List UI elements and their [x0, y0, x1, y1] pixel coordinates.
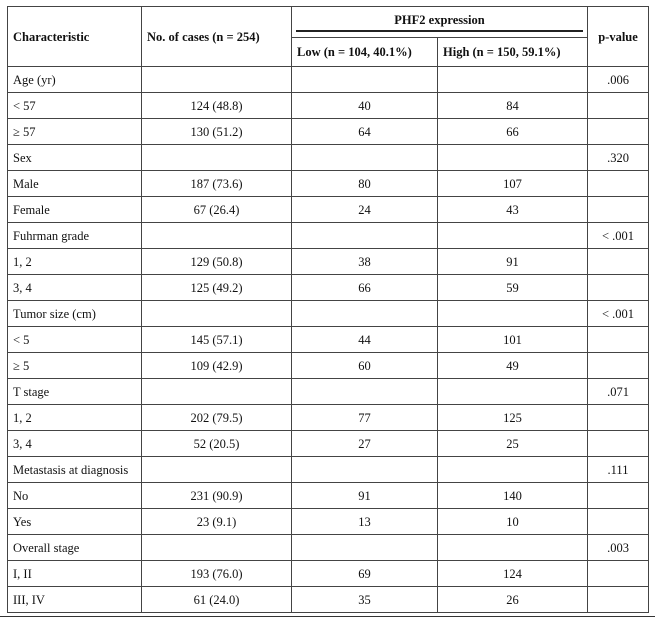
- cell-number-of-cases: 124 (48.8): [142, 93, 292, 119]
- cell-p-value: .003: [588, 535, 649, 561]
- table-row: [8, 535, 649, 561]
- cell-characteristic: Tumor size (cm): [8, 301, 142, 327]
- header-phf2-expression-label: PHF2 expression: [296, 13, 583, 32]
- table-row: [8, 197, 649, 223]
- cell-p-value: [588, 171, 649, 197]
- cell-high-expression: 59: [438, 275, 588, 301]
- table-row: [8, 431, 649, 457]
- cell-p-value: [588, 483, 649, 509]
- header-p-value: p-value: [588, 7, 649, 67]
- cell-low-expression: 66: [292, 275, 438, 301]
- cell-characteristic: Female: [8, 197, 142, 223]
- cell-characteristic: 1, 2: [8, 249, 142, 275]
- cell-high-expression: 84: [438, 93, 588, 119]
- cell-number-of-cases: 125 (49.2): [142, 275, 292, 301]
- cell-characteristic: III, IV: [8, 587, 142, 613]
- clinicopathologic-table-container: [7, 6, 648, 613]
- cell-p-value: [588, 353, 649, 379]
- cell-p-value: .006: [588, 67, 649, 93]
- cell-low-expression: [292, 223, 438, 249]
- cell-characteristic: T stage: [8, 379, 142, 405]
- cell-p-value: [588, 327, 649, 353]
- table-row: [8, 483, 649, 509]
- cell-p-value: .111: [588, 457, 649, 483]
- cell-high-expression: 124: [438, 561, 588, 587]
- cell-high-expression: [438, 67, 588, 93]
- table-row: [8, 587, 649, 613]
- cell-characteristic: 3, 4: [8, 275, 142, 301]
- table-row: [8, 301, 649, 327]
- cell-low-expression: [292, 145, 438, 171]
- table-row: [8, 509, 649, 535]
- cell-high-expression: [438, 535, 588, 561]
- cell-number-of-cases: [142, 457, 292, 483]
- cell-low-expression: 27: [292, 431, 438, 457]
- cell-high-expression: 43: [438, 197, 588, 223]
- cell-number-of-cases: 130 (51.2): [142, 119, 292, 145]
- cell-characteristic: 1, 2: [8, 405, 142, 431]
- table-row: [8, 275, 649, 301]
- cell-characteristic: < 57: [8, 93, 142, 119]
- cell-high-expression: 107: [438, 171, 588, 197]
- cell-number-of-cases: 193 (76.0): [142, 561, 292, 587]
- cell-low-expression: 77: [292, 405, 438, 431]
- cell-low-expression: 64: [292, 119, 438, 145]
- cell-number-of-cases: 187 (73.6): [142, 171, 292, 197]
- cell-low-expression: 69: [292, 561, 438, 587]
- cell-characteristic: I, II: [8, 561, 142, 587]
- cell-number-of-cases: [142, 379, 292, 405]
- cell-number-of-cases: 109 (42.9): [142, 353, 292, 379]
- cell-high-expression: 66: [438, 119, 588, 145]
- cell-number-of-cases: 145 (57.1): [142, 327, 292, 353]
- table-row: [8, 93, 649, 119]
- cell-high-expression: [438, 457, 588, 483]
- header-number-of-cases: No. of cases (n = 254): [142, 7, 292, 67]
- cell-characteristic: < 5: [8, 327, 142, 353]
- table-row: [8, 67, 649, 93]
- cell-low-expression: 35: [292, 587, 438, 613]
- cell-characteristic: ≥ 5: [8, 353, 142, 379]
- cell-p-value: [588, 275, 649, 301]
- cell-number-of-cases: [142, 223, 292, 249]
- table-row: [8, 405, 649, 431]
- cell-low-expression: 60: [292, 353, 438, 379]
- cell-p-value: [588, 197, 649, 223]
- cell-characteristic: Sex: [8, 145, 142, 171]
- header-high-expression: High (n = 150, 59.1%): [438, 38, 588, 67]
- cell-number-of-cases: 52 (20.5): [142, 431, 292, 457]
- cell-low-expression: 40: [292, 93, 438, 119]
- cell-number-of-cases: 61 (24.0): [142, 587, 292, 613]
- table-row: [8, 249, 649, 275]
- cell-p-value: [588, 405, 649, 431]
- cell-number-of-cases: 202 (79.5): [142, 405, 292, 431]
- cell-p-value: [588, 509, 649, 535]
- cell-characteristic: Metastasis at diagnosis: [8, 457, 142, 483]
- cell-p-value: [588, 119, 649, 145]
- cell-high-expression: [438, 145, 588, 171]
- cell-characteristic: Overall stage: [8, 535, 142, 561]
- table-row: [8, 145, 649, 171]
- table-row: [8, 223, 649, 249]
- cell-low-expression: 91: [292, 483, 438, 509]
- cell-number-of-cases: [142, 535, 292, 561]
- table-row: [8, 327, 649, 353]
- cell-number-of-cases: 129 (50.8): [142, 249, 292, 275]
- cell-high-expression: 140: [438, 483, 588, 509]
- cell-low-expression: 80: [292, 171, 438, 197]
- cell-low-expression: 13: [292, 509, 438, 535]
- cell-low-expression: [292, 379, 438, 405]
- cell-high-expression: [438, 379, 588, 405]
- cell-p-value: [588, 93, 649, 119]
- cell-characteristic: Male: [8, 171, 142, 197]
- table-row: [8, 561, 649, 587]
- table-body: [8, 67, 649, 613]
- cell-high-expression: 10: [438, 509, 588, 535]
- bottom-rule: [0, 616, 655, 617]
- cell-low-expression: 44: [292, 327, 438, 353]
- cell-p-value: [588, 431, 649, 457]
- cell-p-value: .320: [588, 145, 649, 171]
- cell-p-value: [588, 587, 649, 613]
- table-row: [8, 171, 649, 197]
- cell-p-value: [588, 561, 649, 587]
- cell-high-expression: 125: [438, 405, 588, 431]
- cell-p-value: < .001: [588, 223, 649, 249]
- cell-high-expression: 91: [438, 249, 588, 275]
- cell-characteristic: ≥ 57: [8, 119, 142, 145]
- cell-low-expression: 24: [292, 197, 438, 223]
- cell-low-expression: [292, 67, 438, 93]
- cell-characteristic: Yes: [8, 509, 142, 535]
- cell-high-expression: [438, 223, 588, 249]
- cell-low-expression: [292, 457, 438, 483]
- header-characteristic: Characteristic: [8, 7, 142, 67]
- header-phf2-expression: [292, 7, 588, 38]
- cell-number-of-cases: [142, 145, 292, 171]
- cell-low-expression: [292, 301, 438, 327]
- cell-p-value: < .001: [588, 301, 649, 327]
- cell-characteristic: 3, 4: [8, 431, 142, 457]
- cell-number-of-cases: [142, 301, 292, 327]
- table-row: [8, 379, 649, 405]
- phf2-expression-table: [7, 6, 649, 613]
- cell-number-of-cases: 231 (90.9): [142, 483, 292, 509]
- cell-number-of-cases: [142, 67, 292, 93]
- cell-characteristic: Fuhrman grade: [8, 223, 142, 249]
- cell-high-expression: 49: [438, 353, 588, 379]
- cell-characteristic: No: [8, 483, 142, 509]
- table-row: [8, 119, 649, 145]
- cell-p-value: [588, 249, 649, 275]
- cell-high-expression: 101: [438, 327, 588, 353]
- cell-high-expression: 26: [438, 587, 588, 613]
- cell-low-expression: [292, 535, 438, 561]
- table-row: [8, 353, 649, 379]
- header-low-expression: Low (n = 104, 40.1%): [292, 38, 438, 67]
- cell-number-of-cases: 67 (26.4): [142, 197, 292, 223]
- cell-low-expression: 38: [292, 249, 438, 275]
- cell-number-of-cases: 23 (9.1): [142, 509, 292, 535]
- cell-high-expression: [438, 301, 588, 327]
- header-row-top: [8, 7, 649, 38]
- table-row: [8, 457, 649, 483]
- cell-p-value: .071: [588, 379, 649, 405]
- cell-high-expression: 25: [438, 431, 588, 457]
- cell-characteristic: Age (yr): [8, 67, 142, 93]
